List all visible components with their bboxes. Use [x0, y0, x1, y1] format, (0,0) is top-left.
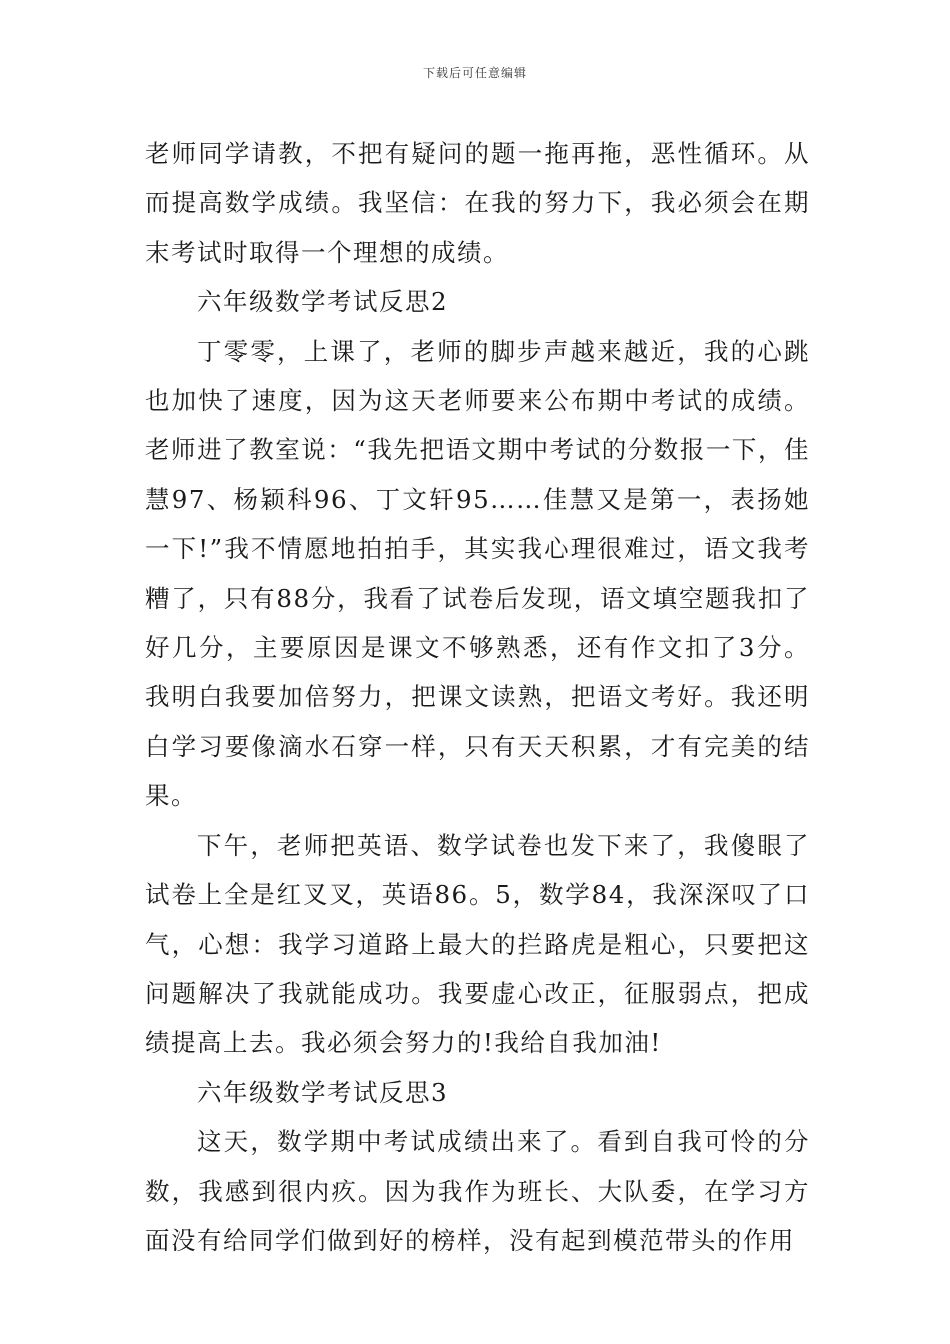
document-body	[145, 129, 810, 1265]
paragraph: 下午，老师把英语、数学试卷也发下来了，我傻眼了试卷上全是红叉叉，英语86。5，数学84，我深深叹了口气，心想：我学习道路上最大的拦路虎是粗心，只要把这问题解决了我就能成功。我要虚心改正，征服弱点，把成绩提高上去。我必须会努力的!我给自我加油!	[145, 830, 810, 1058]
paragraph: 丁零零，上课了，老师的脚步声越来越近，我的心跳也加快了速度，因为这天老师要来公布期中考试的成绩。老师进了教室说：“我先把语文期中考试的分数报一下，佳慧97、杨颖科96、丁文轩95……佳慧又是第一，表扬她一下!”我不情愿地拍拍手，其实我心理很难过，语文我考糟了，只有88分，我看了试卷后发现，语文填空题我扣了好几分，主要原因是课文不够熟悉，还有作文扣了3分。我明白我要加倍努力，把课文读熟，把语文考好。我还明白学习要像滴水石穿一样，只有天天积累，才有完美的结果。	[145, 336, 810, 811]
page-header: 下载后可任意编辑	[422, 66, 527, 80]
section-heading-3: 六年级数学考试反思3	[197, 1077, 449, 1107]
paragraph: 这天，数学期中考试成绩出来了。看到自我可怜的分数，我感到很内疚。因为我作为班长、大队委，在学习方面没有给同学们做到好的榜样，没有起到模范带头的作用	[145, 1127, 810, 1255]
paragraph-continuation: 老师同学请教，不把有疑问的题一拖再拖，恶性循环。从而提高数学成绩。我坚信：在我的努力下，我必须会在期末考试时取得一个理想的成绩。	[145, 139, 810, 267]
section-heading-2: 六年级数学考试反思2	[197, 287, 449, 317]
